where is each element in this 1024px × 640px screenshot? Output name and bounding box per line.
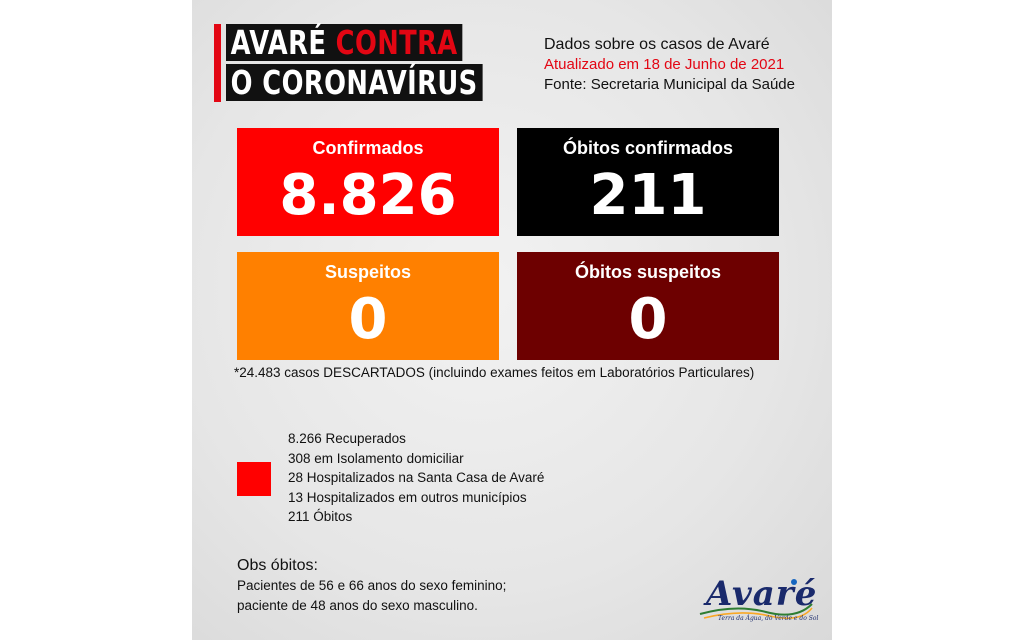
- stat-confirmed-deaths: [517, 128, 779, 236]
- avare-logo: [696, 574, 819, 626]
- stat-suspected: [237, 252, 499, 360]
- stat-confirmed: [237, 128, 499, 236]
- infographic-card: [192, 0, 832, 640]
- stat-label: Óbitos suspeitos: [574, 262, 722, 282]
- headline: [214, 21, 478, 102]
- list-item: 211 Óbitos: [288, 509, 353, 524]
- headline-accent-bar: [214, 24, 221, 102]
- info-source: Fonte: Secretaria Municipal da Saúde: [544, 76, 795, 93]
- list-item: 308 em Isolamento domiciliar: [288, 450, 464, 466]
- list-item: 13 Hospitalizados em outros municípios: [288, 489, 527, 505]
- stat-value: 211: [589, 163, 707, 228]
- obs-title: Obs óbitos:: [237, 557, 318, 574]
- legend-swatch: [237, 462, 271, 496]
- obs-line: Pacientes de 56 e 66 anos do sexo feminino;: [237, 578, 507, 593]
- stat-label: Óbitos confirmados: [562, 138, 733, 158]
- headline-line-1: [226, 24, 462, 61]
- info-heading: Dados sobre os casos de Avaré: [544, 36, 770, 53]
- stat-label: Confirmados: [312, 138, 424, 158]
- stat-value: 8.826: [279, 163, 457, 228]
- obs-line: paciente de 48 anos do sexo masculino.: [237, 597, 478, 613]
- logo-wordmark: Avaré: [706, 574, 818, 614]
- headline-contra: CONTRA: [335, 23, 458, 62]
- stat-value: 0: [348, 287, 388, 352]
- stat-value: 0: [628, 287, 668, 352]
- stat-suspected-deaths: [517, 252, 779, 360]
- deaths-observation: [237, 556, 506, 615]
- list-item: 8.266 Recuperados: [288, 431, 406, 446]
- discarded-cases-note: *24.483 casos DESCARTADOS (incluindo exames feitos em Laboratórios Particulares): [234, 365, 755, 380]
- logo-tagline: Terra da Água, do Verde e do Sol: [718, 615, 819, 622]
- list-item: 28 Hospitalizados na Santa Casa de Avaré: [288, 470, 545, 485]
- headline-town: AVARÉ: [230, 23, 336, 62]
- headline-line-2: O CORONAVÍRUS: [226, 64, 482, 101]
- stat-label: Suspeitos: [324, 262, 412, 282]
- info-updated-date: Atualizado em 18 de Junho de 2021: [544, 56, 785, 73]
- data-source-info: [544, 35, 824, 95]
- breakdown-list: [288, 429, 544, 527]
